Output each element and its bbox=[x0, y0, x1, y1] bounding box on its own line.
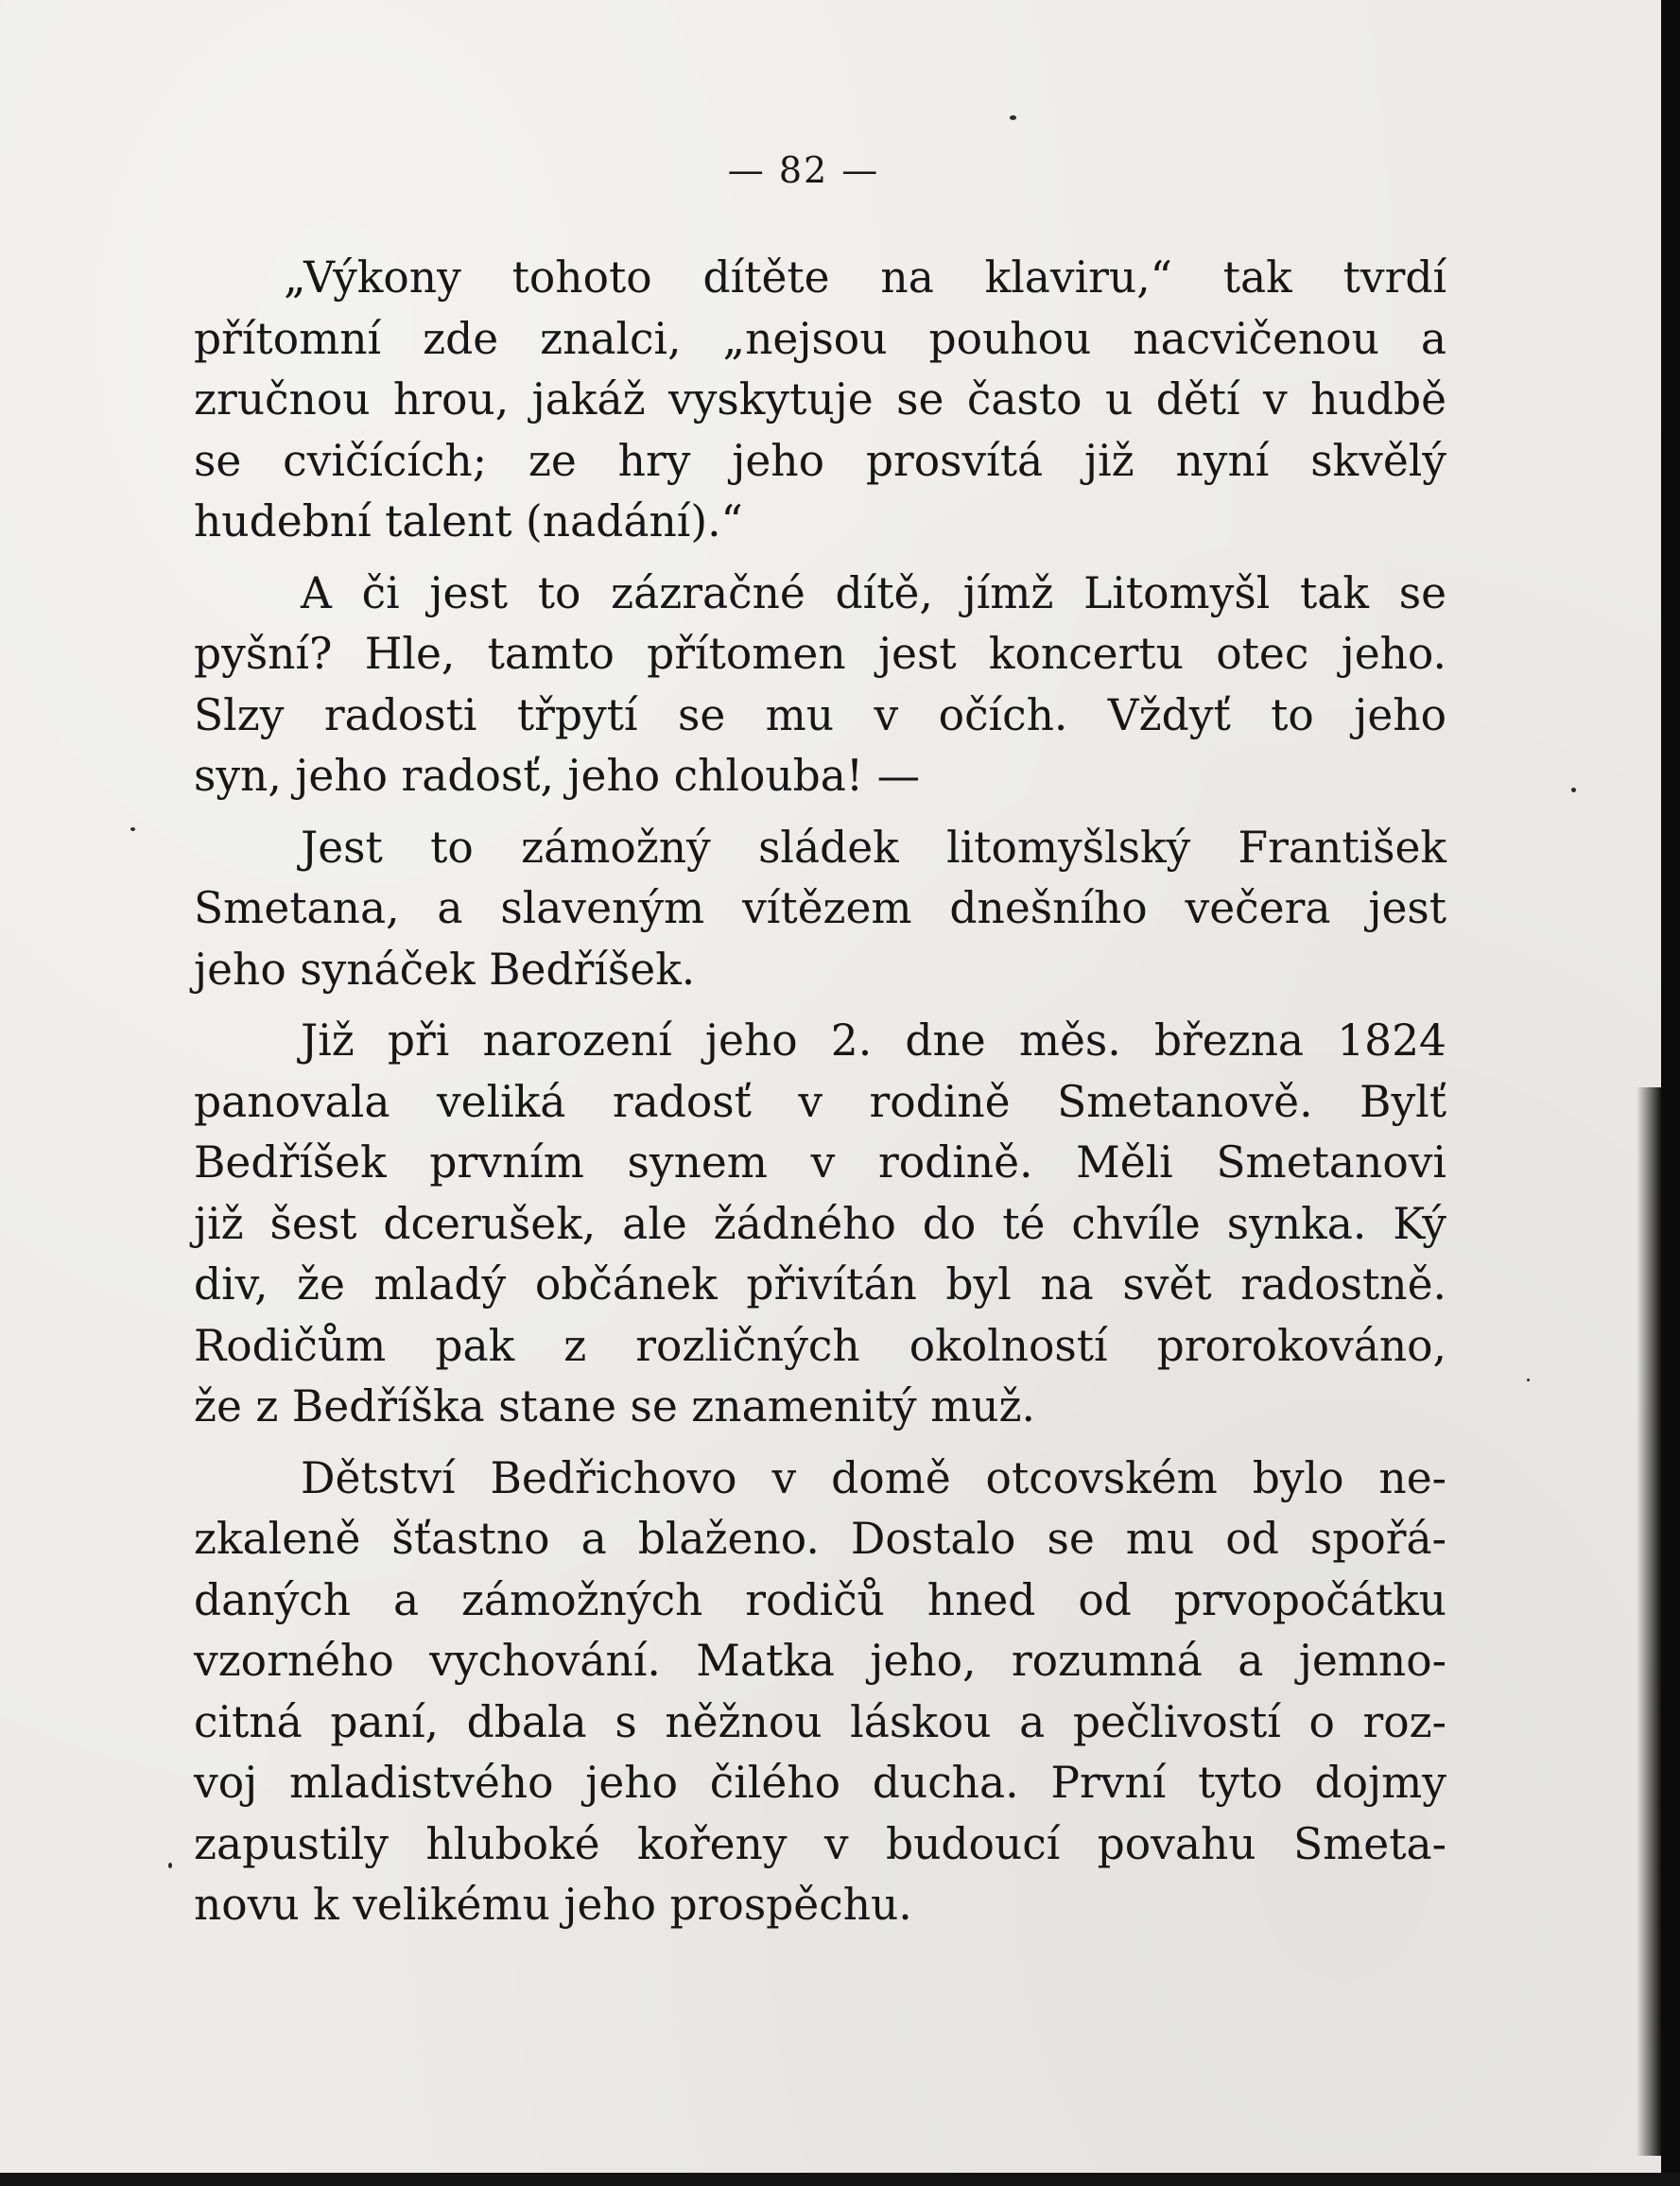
paragraph bbox=[194, 1011, 1446, 1438]
paper-speck bbox=[1527, 1379, 1530, 1381]
text-line: Dětství Bedřichovo v domě otcovském bylo ne- bbox=[301, 1452, 1446, 1503]
text-line: že z Bedříška stane se znamenitý muž. bbox=[194, 1381, 1035, 1431]
text-line: pyšní? Hle, tamto přítomen jest koncertu otec jeho. bbox=[194, 629, 1446, 679]
text-line: A či jest to zázračné dítě, jímž Litomyšl tak se bbox=[301, 567, 1446, 618]
binding-shadow bbox=[1637, 1087, 1661, 2156]
text-line: zkaleně šťastno a blaženo. Dostalo se mu od spořá- bbox=[194, 1514, 1446, 1564]
text-line: již šest dcerušek, ale žádného do té chvíle synka. Ký bbox=[194, 1198, 1446, 1249]
text-line: zapustily hluboké kořeny v budoucí povahu Smeta- bbox=[194, 1818, 1446, 1869]
text-line: zručnou hrou, jakáž vyskytuje se často u dětí v hudbě bbox=[194, 374, 1446, 425]
page-bottom-edge bbox=[0, 2173, 1680, 2186]
text-line: „Výkony tohoto dítěte na klaviru,“ tak tvrdí bbox=[284, 252, 1446, 303]
paper-speck bbox=[1010, 115, 1016, 120]
book-binding-edge bbox=[1661, 0, 1680, 2186]
text-line: Jest to zámožný sládek litomyšlský František bbox=[301, 822, 1446, 873]
text-line: Bedříšek prvním synem v rodině. Měli Smetanovi bbox=[194, 1137, 1446, 1188]
paper-speck bbox=[168, 1863, 172, 1868]
text-line: se cvičících; ze hry jeho prosvítá již nyní skvělý bbox=[194, 435, 1446, 486]
text-line: panovala veliká radosť v rodině Smetanově. Bylť bbox=[194, 1076, 1446, 1127]
text-line: jeho synáček Bedříšek. bbox=[194, 944, 696, 995]
text-line: div, že mladý občánek přivítán byl na svět radostně. bbox=[194, 1259, 1446, 1310]
body-text bbox=[194, 248, 1446, 1947]
text-line: citná paní, dbala s něžnou láskou a pečlivostí o roz- bbox=[194, 1696, 1446, 1747]
text-line: syn, jeho radosť, jeho chlouba! — bbox=[194, 751, 921, 801]
page-number: — 82 — bbox=[727, 149, 880, 191]
text-line: novu k velikému jeho prospěchu. bbox=[194, 1880, 912, 1930]
paper-speck bbox=[1571, 788, 1576, 792]
paragraph bbox=[194, 248, 1446, 553]
text-line: Již při narození jeho 2. dne měs. března 1824 bbox=[301, 1015, 1446, 1066]
text-line: vzorného vychování. Matka jeho, rozumná a jemno- bbox=[194, 1636, 1446, 1686]
paragraph bbox=[194, 564, 1446, 807]
paragraph bbox=[194, 1449, 1446, 1936]
text-line: Rodičům pak z rozličných okolností prorokováno, bbox=[194, 1320, 1446, 1371]
paragraph bbox=[194, 818, 1446, 1001]
text-line: hudební talent (nadání).“ bbox=[194, 496, 743, 546]
text-line: voj mladistvého jeho čilého ducha. První tyto dojmy bbox=[194, 1758, 1446, 1808]
text-line: přítomní zde znalci, „nejsou pouhou nacvičenou a bbox=[194, 313, 1446, 364]
paper-speck bbox=[130, 827, 135, 831]
text-line: Smetana, a slaveným vítězem dnešního večera jest bbox=[194, 883, 1446, 933]
text-line: daných a zámožných rodičů hned od prvopočátku bbox=[194, 1574, 1446, 1625]
text-line: Slzy radosti třpytí se mu v očích. Vždyť to jeho bbox=[194, 689, 1446, 740]
